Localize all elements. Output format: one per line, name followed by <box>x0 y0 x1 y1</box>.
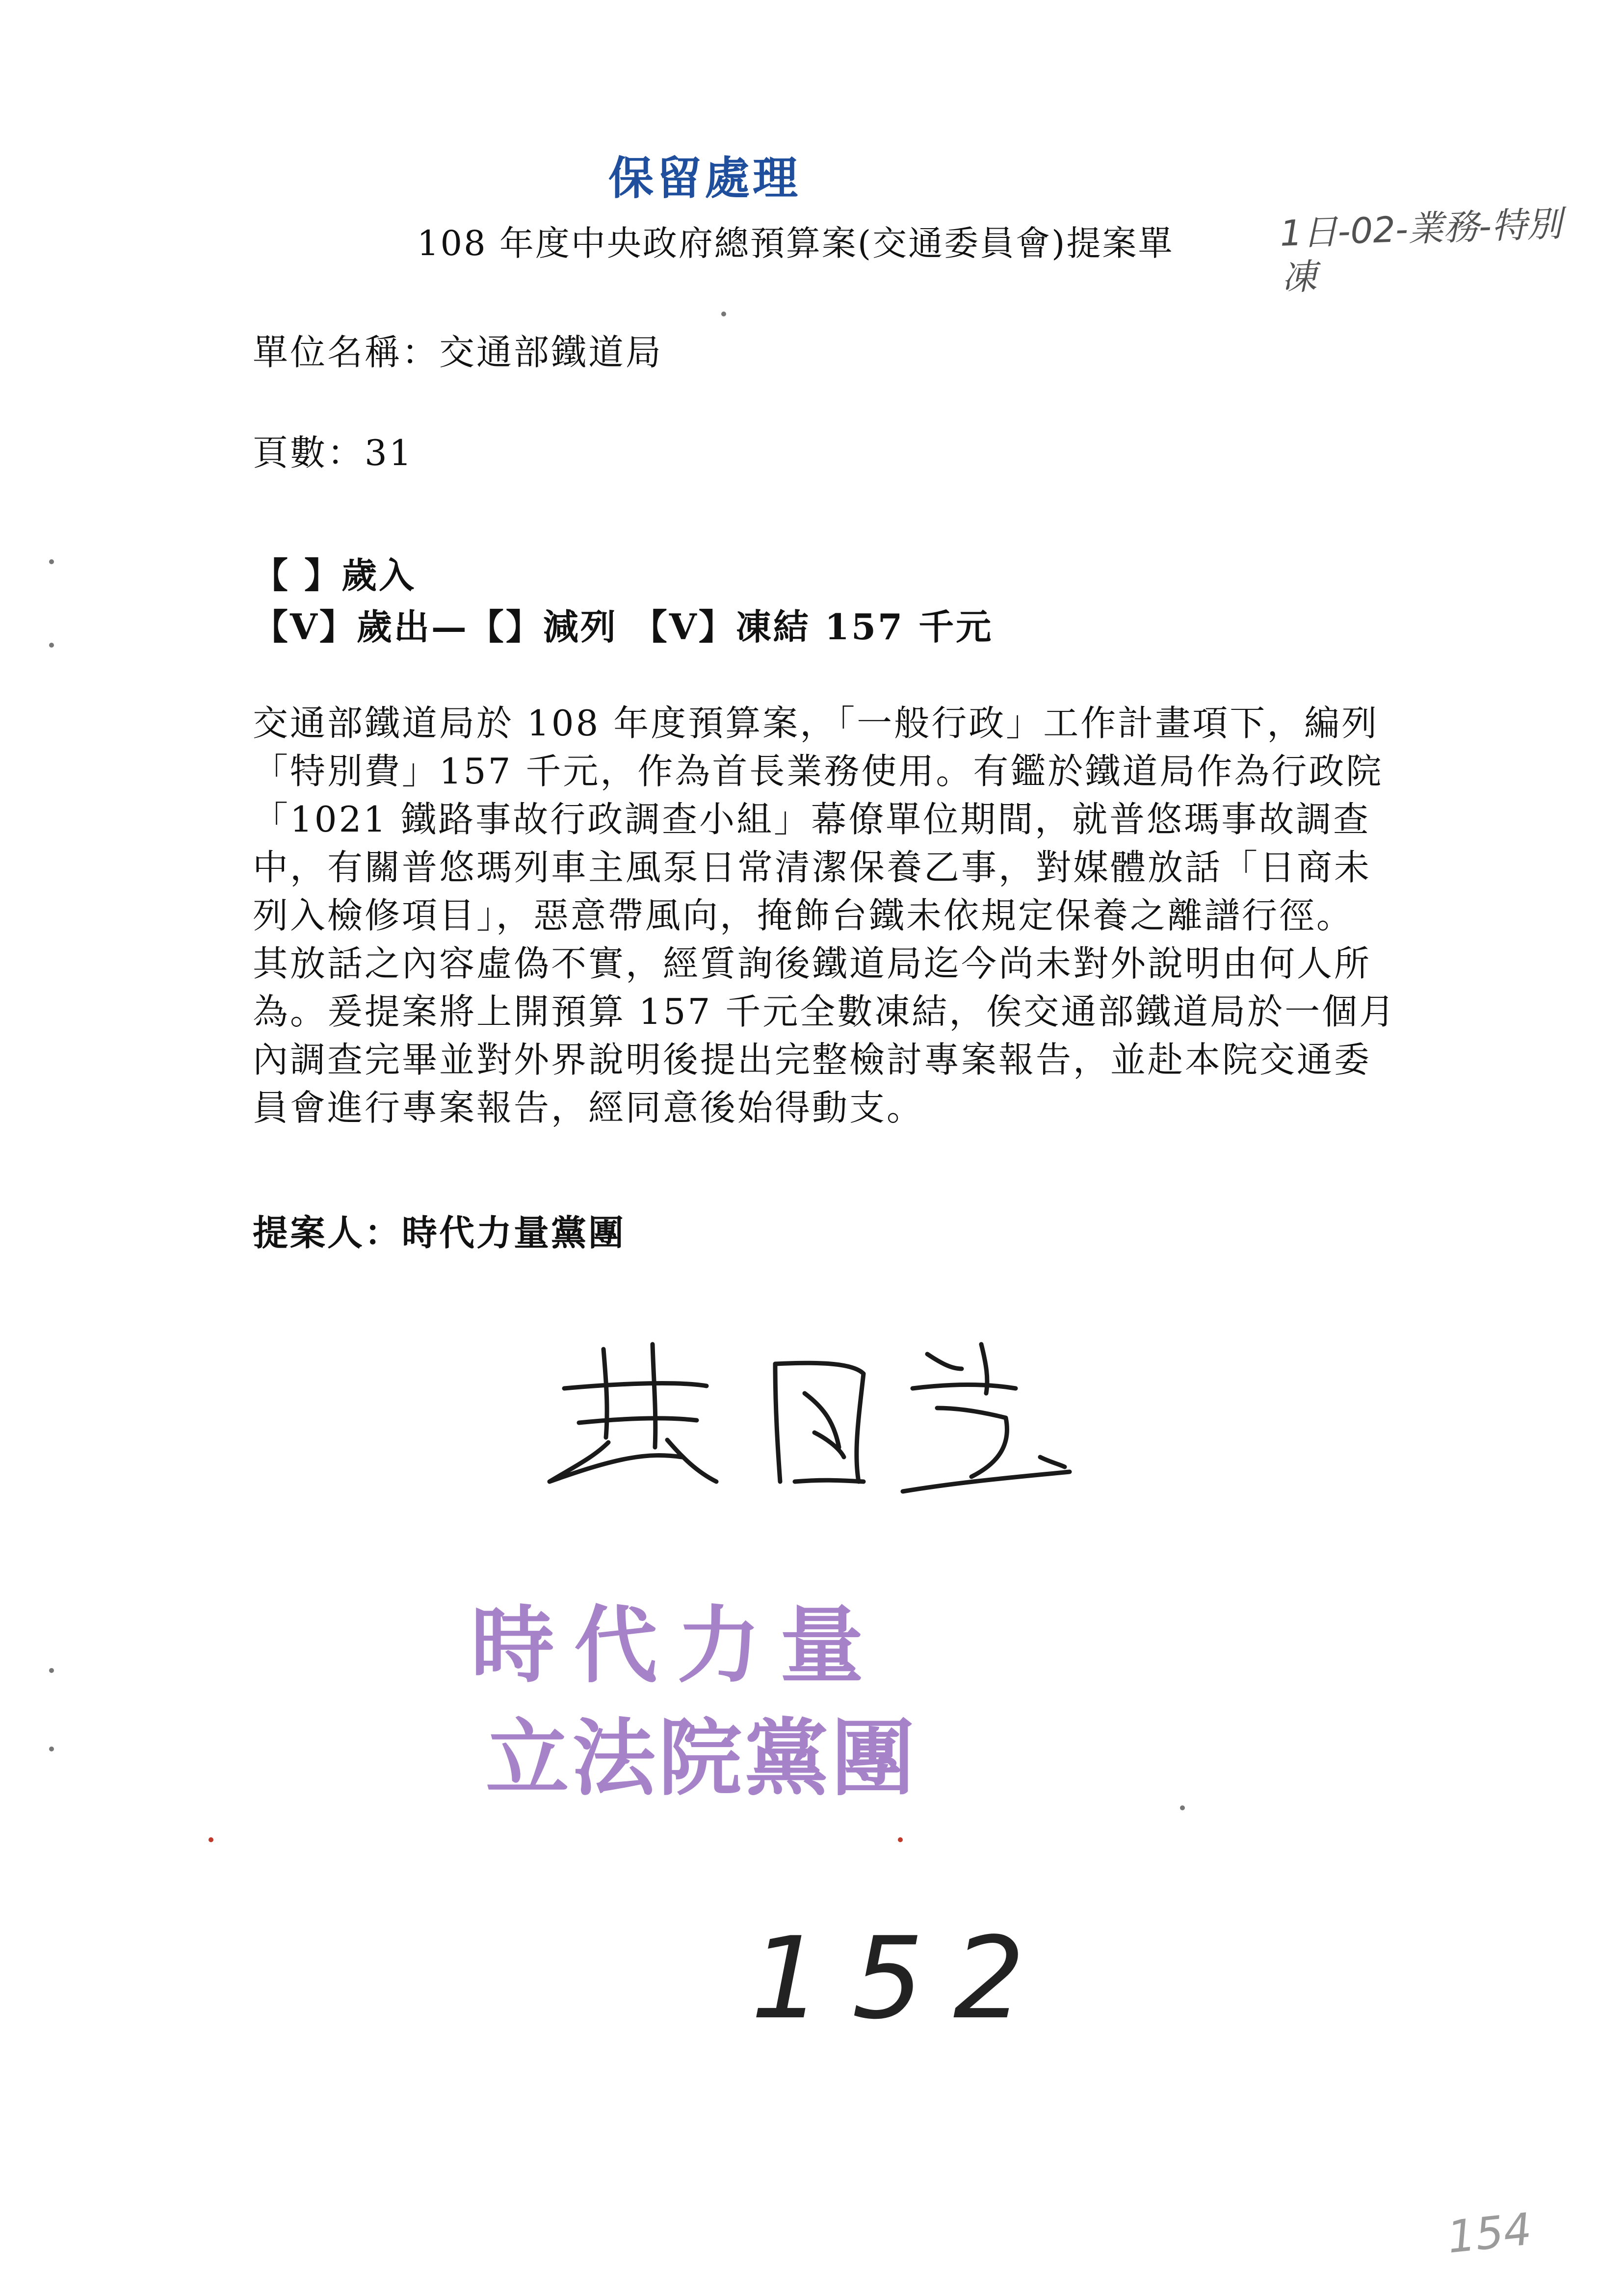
proposal-body-line: 「特別費」157 千元，作為首長業務使用。有鑑於鐵道局作為行政院 <box>253 751 1384 792</box>
seal-line-caucus: 立法院黨團 <box>486 1710 918 1807</box>
proposal-body-line: 其放話之內容虛偽不實，經質詢後鐵道局迄今尚未對外說明由何人所 <box>253 943 1372 984</box>
unit-name-line <box>253 324 663 375</box>
proposal-body-line: 為。爰提案將上開預算 157 千元全數凍結，俟交通部鐵道局於一個月 <box>253 991 1397 1032</box>
proposer-line <box>253 1204 626 1255</box>
proposal-body <box>253 699 1415 1132</box>
unit-name-label: 單位名稱： <box>253 332 440 373</box>
handwritten-margin-note: 1日-02-業務-特別凍 <box>1279 203 1563 298</box>
proposal-body-line: 內調查完畢並對外界說明後提出完整檢討專案報告，並赴本院交通委 <box>253 1039 1372 1080</box>
proposal-body-line: 中，有關普悠瑪列車主風泵日常清潔保養乙事，對媒體放話「日商未 <box>253 847 1372 888</box>
proposer-value: 時代力量黨團 <box>402 1212 626 1253</box>
proposal-body-line: 員會進行專案報告，經同意後始得動支。 <box>253 1087 924 1128</box>
scan-speck <box>1180 1805 1185 1810</box>
corner-page-number: 154 <box>1444 2203 1534 2264</box>
proposal-body-line: 列入檢修項目」，惡意帶風向，掩飾台鐵未依規定保養之離譜行徑。 <box>253 895 1354 936</box>
seal-line-party: 時代力量 <box>471 1597 884 1695</box>
unit-name-value: 交通部鐵道局 <box>439 332 663 373</box>
proposal-body-line: 交通部鐵道局於 108 年度預算案，「一般行政」工作計畫項下，編列 <box>253 703 1379 744</box>
page-count-line <box>253 424 414 475</box>
handwritten-page-number: 152 <box>751 1913 1054 2044</box>
scan-speck <box>209 1837 213 1842</box>
document-title: 108 年度中央政府總預算案(交通委員會)提案單 <box>417 223 1174 263</box>
proposer-label: 提案人： <box>253 1212 402 1253</box>
revenue-checkbox-line: 【 】歲入 <box>253 554 417 596</box>
scan-speck <box>49 1668 54 1673</box>
page-count-value: 31 <box>365 432 414 473</box>
proposal-body-line: 「1021 鐵路事故行政調查小組」幕僚單位期間，就普悠瑪事故調查 <box>253 799 1371 840</box>
party-caucus-seal <box>471 1590 917 1815</box>
scan-speck <box>49 643 54 648</box>
scan-speck <box>49 559 54 564</box>
page-count-label: 頁數： <box>253 432 365 473</box>
scan-speck <box>49 1747 54 1751</box>
expenditure-freeze-line: 【V】歲出—【】減列 【V】凍結 157 千元 <box>253 606 994 648</box>
handwritten-signature <box>520 1334 1109 1511</box>
scan-speck <box>898 1837 903 1842</box>
scan-speck <box>721 312 726 316</box>
reserved-handling-stamp: 保留處理 <box>608 152 801 205</box>
